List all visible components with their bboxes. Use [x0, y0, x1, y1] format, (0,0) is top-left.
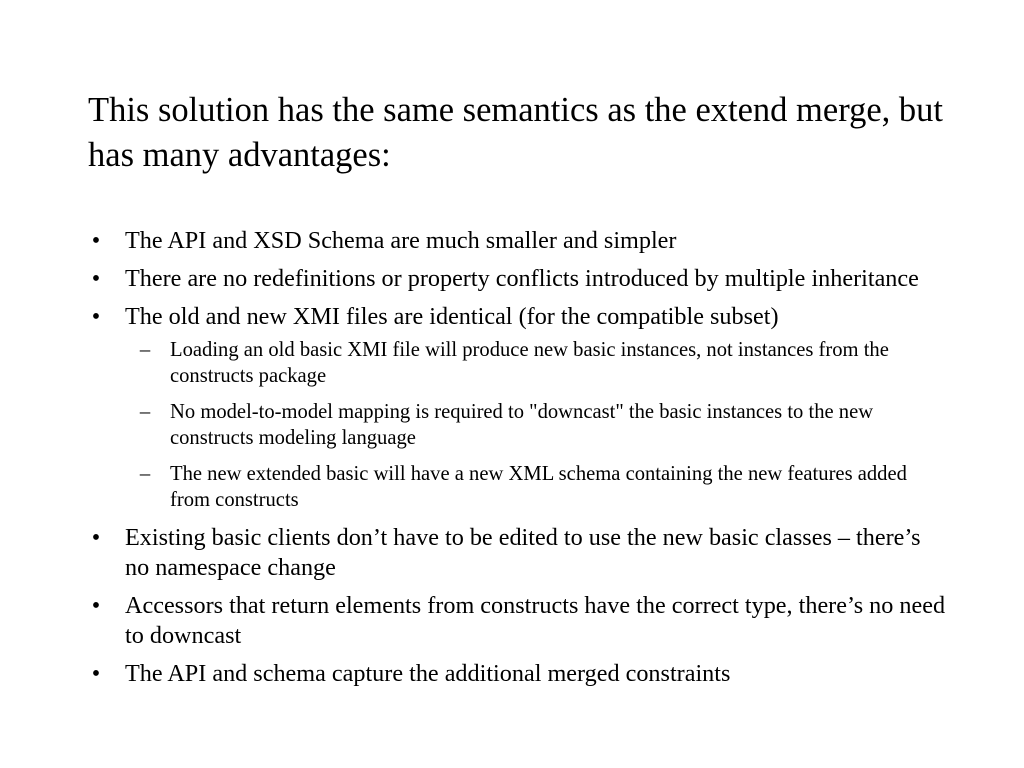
sub-bullet-item: [125, 337, 946, 389]
sub-bullet-marker: –: [139, 339, 151, 361]
bullet-marker: •: [91, 524, 101, 551]
bullet-text: There are no redefinitions or property conflicts introduced by multiple inheritance: [125, 265, 919, 292]
bullet-item: [86, 523, 946, 583]
bullet-item: [86, 226, 946, 256]
bullet-text: The API and XSD Schema are much smaller and simpler: [125, 227, 677, 254]
bullet-item: [86, 591, 946, 651]
bullet-marker: •: [91, 592, 101, 619]
slide-title: This solution has the same semantics as the extend merge, but has many advantages:: [88, 91, 943, 174]
bullet-text: The old and new XMI files are identical (for the compatible subset): [125, 303, 779, 330]
bullet-marker: •: [91, 660, 101, 687]
sub-bullet-text: Loading an old basic XMI file will produce new basic instances, not instances from the constructs package: [170, 339, 889, 387]
sub-bullet-list: [125, 337, 946, 513]
sub-bullet-text: The new extended basic will have a new XML schema containing the new features added from constructs: [170, 463, 907, 511]
bullet-marker: •: [91, 265, 101, 292]
bullet-item: [86, 264, 946, 294]
bullet-list: [86, 226, 946, 697]
sub-bullet-text: No model-to-model mapping is required to "downcast" the basic instances to the new constructs modeling language: [170, 401, 874, 449]
bullet-item: [86, 302, 946, 513]
bullet-text: Existing basic clients don’t have to be edited to use the new basic classes – there’s no namespace change: [125, 524, 921, 581]
sub-bullet-marker: –: [139, 463, 151, 485]
sub-bullet-marker: –: [139, 401, 151, 423]
sub-bullet-item: [125, 461, 946, 513]
bullet-item: [86, 659, 946, 689]
bullet-text: The API and schema capture the additional merged constraints: [125, 660, 731, 687]
bullet-marker: •: [91, 303, 101, 330]
bullet-text: Accessors that return elements from constructs have the correct type, there’s no need to downcast: [125, 592, 946, 649]
bullet-marker: •: [91, 227, 101, 254]
sub-bullet-item: [125, 399, 946, 451]
